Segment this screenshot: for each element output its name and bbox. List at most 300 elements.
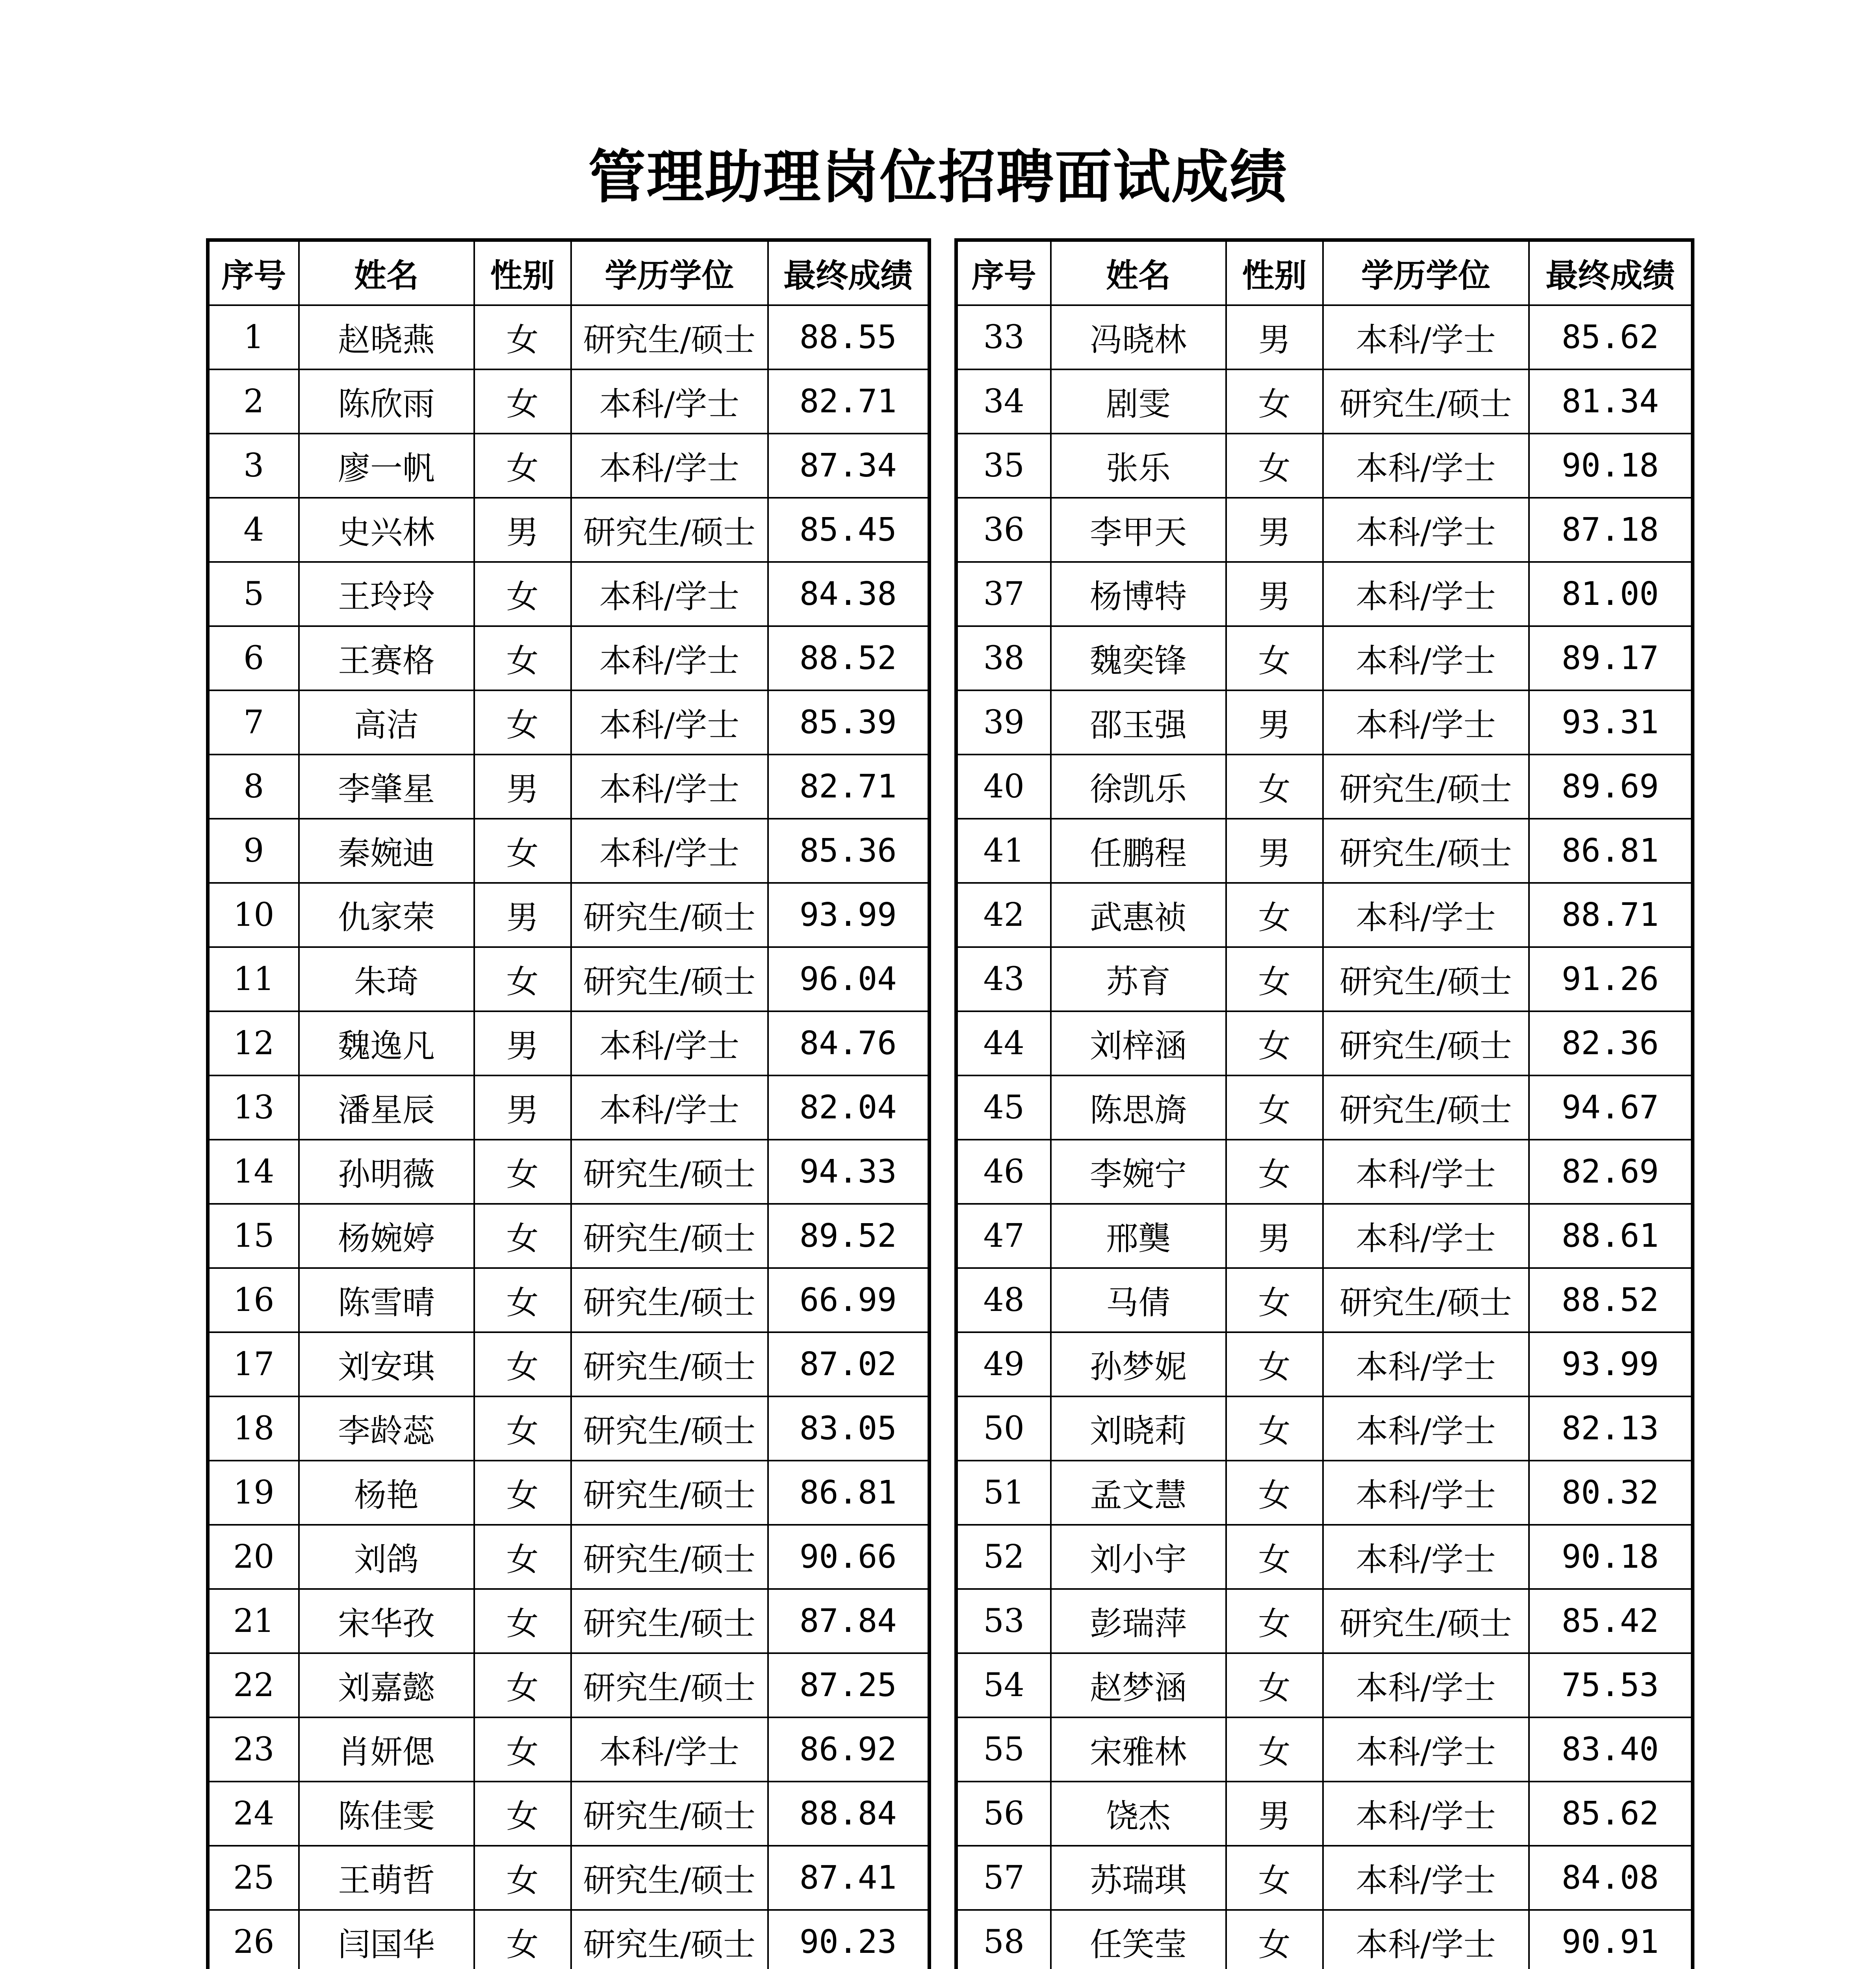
table-row: [208, 434, 930, 498]
name-cell: 高洁: [299, 690, 474, 755]
score-cell: 96.04: [768, 947, 930, 1011]
gender-cell: 女: [474, 690, 571, 755]
table-row: [208, 1653, 930, 1717]
seq-cell: 18: [208, 1396, 299, 1461]
seq-cell: 51: [956, 1461, 1051, 1525]
score-cell: 90.23: [768, 1910, 930, 1969]
score-cell: 85.39: [768, 690, 930, 755]
score-cell: 66.99: [768, 1268, 930, 1332]
edu-cell: 本科/学士: [571, 819, 768, 883]
name-cell: 任鹏程: [1051, 819, 1226, 883]
table-row: [208, 1846, 930, 1910]
table-row: [208, 819, 930, 883]
header-row: [208, 240, 930, 306]
seq-cell: 41: [956, 819, 1051, 883]
score-cell: 87.34: [768, 434, 930, 498]
header-education: 学历学位: [571, 240, 768, 306]
gender-cell: 女: [474, 1525, 571, 1589]
score-cell: 93.99: [768, 883, 930, 947]
seq-cell: 13: [208, 1075, 299, 1140]
gender-cell: 女: [1226, 434, 1323, 498]
seq-cell: 50: [956, 1396, 1051, 1461]
score-cell: 89.17: [1529, 626, 1693, 690]
gender-cell: 女: [1226, 1589, 1323, 1653]
edu-cell: 本科/学士: [1323, 1910, 1529, 1969]
name-cell: 刘小宇: [1051, 1525, 1226, 1589]
seq-cell: 44: [956, 1011, 1051, 1075]
score-cell: 82.71: [768, 369, 930, 434]
gender-cell: 男: [474, 1075, 571, 1140]
edu-cell: 本科/学士: [571, 690, 768, 755]
score-cell: 86.92: [768, 1717, 930, 1782]
gender-cell: 女: [474, 819, 571, 883]
edu-cell: 研究生/硕士: [571, 883, 768, 947]
seq-cell: 7: [208, 690, 299, 755]
seq-cell: 24: [208, 1782, 299, 1846]
table-row: [956, 369, 1693, 434]
name-cell: 廖一帆: [299, 434, 474, 498]
seq-cell: 23: [208, 1717, 299, 1782]
edu-cell: 本科/学士: [1323, 1525, 1529, 1589]
edu-cell: 研究生/硕士: [571, 1268, 768, 1332]
gender-cell: 女: [474, 1782, 571, 1846]
gender-cell: 男: [1226, 1204, 1323, 1268]
seq-cell: 34: [956, 369, 1051, 434]
header-final-score: 最终成绩: [1529, 240, 1693, 306]
score-cell: 84.76: [768, 1011, 930, 1075]
edu-cell: 本科/学士: [1323, 498, 1529, 562]
table-row: [956, 1140, 1693, 1204]
score-cell: 94.33: [768, 1140, 930, 1204]
name-cell: 陈佳雯: [299, 1782, 474, 1846]
table-row: [956, 626, 1693, 690]
header-seq: 序号: [208, 240, 299, 306]
name-cell: 闫国华: [299, 1910, 474, 1969]
edu-cell: 研究生/硕士: [571, 1846, 768, 1910]
name-cell: 宋雅林: [1051, 1717, 1226, 1782]
seq-cell: 3: [208, 434, 299, 498]
score-cell: 87.84: [768, 1589, 930, 1653]
name-cell: 陈思旖: [1051, 1075, 1226, 1140]
name-cell: 刘晓莉: [1051, 1396, 1226, 1461]
score-cell: 83.05: [768, 1396, 930, 1461]
score-cell: 85.62: [1529, 1782, 1693, 1846]
score-cell: 93.99: [1529, 1332, 1693, 1396]
table-row: [208, 562, 930, 626]
table-row: [208, 755, 930, 819]
name-cell: 李肇星: [299, 755, 474, 819]
table-row: [956, 498, 1693, 562]
name-cell: 杨艳: [299, 1461, 474, 1525]
score-cell: 80.32: [1529, 1461, 1693, 1525]
seq-cell: 35: [956, 434, 1051, 498]
gender-cell: 女: [474, 1846, 571, 1910]
gender-cell: 女: [474, 1653, 571, 1717]
edu-cell: 研究生/硕士: [571, 498, 768, 562]
table-row: [208, 947, 930, 1011]
table-row: [956, 562, 1693, 626]
name-cell: 苏瑞琪: [1051, 1846, 1226, 1910]
table-row: [956, 1910, 1693, 1969]
gender-cell: 女: [474, 1910, 571, 1969]
gender-cell: 男: [474, 1011, 571, 1075]
table-row: [208, 1204, 930, 1268]
table-row: [208, 883, 930, 947]
gender-cell: 女: [1226, 1011, 1323, 1075]
seq-cell: 4: [208, 498, 299, 562]
gender-cell: 女: [1226, 1653, 1323, 1717]
edu-cell: 本科/学士: [571, 755, 768, 819]
gender-cell: 男: [1226, 498, 1323, 562]
edu-cell: 研究生/硕士: [1323, 819, 1529, 883]
gender-cell: 女: [1226, 1717, 1323, 1782]
table-row: [956, 1204, 1693, 1268]
name-cell: 秦婉迪: [299, 819, 474, 883]
name-cell: 宋华孜: [299, 1589, 474, 1653]
edu-cell: 本科/学士: [571, 562, 768, 626]
name-cell: 魏逸凡: [299, 1011, 474, 1075]
name-cell: 剧雯: [1051, 369, 1226, 434]
name-cell: 杨婉婷: [299, 1204, 474, 1268]
table-row: [956, 819, 1693, 883]
name-cell: 刘安琪: [299, 1332, 474, 1396]
edu-cell: 本科/学士: [571, 369, 768, 434]
score-cell: 85.62: [1529, 305, 1693, 369]
score-cell: 88.71: [1529, 883, 1693, 947]
gender-cell: 男: [1226, 819, 1323, 883]
score-cell: 82.36: [1529, 1011, 1693, 1075]
gender-cell: 女: [1226, 883, 1323, 947]
table-row: [208, 1525, 930, 1589]
edu-cell: 本科/学士: [1323, 883, 1529, 947]
name-cell: 王萌哲: [299, 1846, 474, 1910]
table-row: [208, 1332, 930, 1396]
edu-cell: 本科/学士: [1323, 434, 1529, 498]
score-table-right: [954, 238, 1694, 1969]
name-cell: 徐凯乐: [1051, 755, 1226, 819]
table-row: [956, 690, 1693, 755]
score-cell: 90.18: [1529, 1525, 1693, 1589]
seq-cell: 9: [208, 819, 299, 883]
table-row: [956, 1011, 1693, 1075]
edu-cell: 本科/学士: [571, 1717, 768, 1782]
seq-cell: 33: [956, 305, 1051, 369]
edu-cell: 研究生/硕士: [1323, 1268, 1529, 1332]
score-cell: 88.52: [1529, 1268, 1693, 1332]
seq-cell: 49: [956, 1332, 1051, 1396]
seq-cell: 17: [208, 1332, 299, 1396]
score-tables: [206, 238, 1691, 1969]
name-cell: 王赛格: [299, 626, 474, 690]
score-cell: 85.36: [768, 819, 930, 883]
score-cell: 90.91: [1529, 1910, 1693, 1969]
seq-cell: 10: [208, 883, 299, 947]
edu-cell: 本科/学士: [1323, 1653, 1529, 1717]
table-row: [208, 1268, 930, 1332]
gender-cell: 女: [474, 1140, 571, 1204]
gender-cell: 女: [474, 626, 571, 690]
header-education: 学历学位: [1323, 240, 1529, 306]
score-cell: 88.52: [768, 626, 930, 690]
name-cell: 朱琦: [299, 947, 474, 1011]
edu-cell: 研究生/硕士: [571, 1525, 768, 1589]
score-cell: 90.66: [768, 1525, 930, 1589]
header-gender: 性别: [474, 240, 571, 306]
edu-cell: 本科/学士: [1323, 1846, 1529, 1910]
name-cell: 任笑莹: [1051, 1910, 1226, 1969]
table-body-left: [208, 305, 930, 1969]
score-cell: 82.71: [768, 755, 930, 819]
edu-cell: 研究生/硕士: [571, 947, 768, 1011]
score-cell: 90.18: [1529, 434, 1693, 498]
edu-cell: 本科/学士: [1323, 1396, 1529, 1461]
edu-cell: 研究生/硕士: [571, 1782, 768, 1846]
name-cell: 李甲天: [1051, 498, 1226, 562]
gender-cell: 女: [1226, 1910, 1323, 1969]
name-cell: 马倩: [1051, 1268, 1226, 1332]
gender-cell: 女: [474, 1717, 571, 1782]
table-row: [956, 1461, 1693, 1525]
seq-cell: 19: [208, 1461, 299, 1525]
gender-cell: 男: [1226, 690, 1323, 755]
name-cell: 孟文慧: [1051, 1461, 1226, 1525]
gender-cell: 女: [1226, 1396, 1323, 1461]
table-row: [956, 1846, 1693, 1910]
table-row: [208, 1396, 930, 1461]
name-cell: 魏奕锋: [1051, 626, 1226, 690]
gender-cell: 女: [1226, 1846, 1323, 1910]
score-cell: 75.53: [1529, 1653, 1693, 1717]
header-name: 姓名: [1051, 240, 1226, 306]
table-row: [956, 434, 1693, 498]
score-cell: 82.13: [1529, 1396, 1693, 1461]
score-cell: 87.02: [768, 1332, 930, 1396]
edu-cell: 本科/学士: [571, 1075, 768, 1140]
seq-cell: 53: [956, 1589, 1051, 1653]
seq-cell: 25: [208, 1846, 299, 1910]
name-cell: 彭瑞萍: [1051, 1589, 1226, 1653]
name-cell: 刘鸽: [299, 1525, 474, 1589]
score-cell: 84.08: [1529, 1846, 1693, 1910]
edu-cell: 研究生/硕士: [1323, 1589, 1529, 1653]
score-cell: 82.69: [1529, 1140, 1693, 1204]
table-row: [956, 883, 1693, 947]
table-row: [208, 1140, 930, 1204]
table-row: [956, 755, 1693, 819]
table-row: [956, 305, 1693, 369]
seq-cell: 37: [956, 562, 1051, 626]
gender-cell: 男: [1226, 562, 1323, 626]
seq-cell: 54: [956, 1653, 1051, 1717]
score-cell: 91.26: [1529, 947, 1693, 1011]
gender-cell: 男: [474, 883, 571, 947]
seq-cell: 47: [956, 1204, 1051, 1268]
edu-cell: 本科/学士: [571, 434, 768, 498]
table-row: [208, 1589, 930, 1653]
name-cell: 陈欣雨: [299, 369, 474, 434]
edu-cell: 本科/学士: [1323, 1717, 1529, 1782]
score-cell: 82.04: [768, 1075, 930, 1140]
score-cell: 94.67: [1529, 1075, 1693, 1140]
gender-cell: 女: [1226, 369, 1323, 434]
table-body-right: [956, 305, 1693, 1969]
edu-cell: 研究生/硕士: [571, 1461, 768, 1525]
name-cell: 孙梦妮: [1051, 1332, 1226, 1396]
gender-cell: 女: [1226, 947, 1323, 1011]
edu-cell: 研究生/硕士: [1323, 369, 1529, 434]
edu-cell: 本科/学士: [1323, 1782, 1529, 1846]
gender-cell: 女: [1226, 1268, 1323, 1332]
edu-cell: 本科/学士: [1323, 1332, 1529, 1396]
edu-cell: 本科/学士: [1323, 562, 1529, 626]
score-table-left: [206, 238, 931, 1969]
gender-cell: 女: [1226, 1461, 1323, 1525]
table-row: [208, 1011, 930, 1075]
score-cell: 87.18: [1529, 498, 1693, 562]
edu-cell: 研究生/硕士: [1323, 755, 1529, 819]
name-cell: 赵晓燕: [299, 305, 474, 369]
gender-cell: 女: [474, 947, 571, 1011]
table-row: [956, 1268, 1693, 1332]
edu-cell: 本科/学士: [571, 626, 768, 690]
edu-cell: 本科/学士: [1323, 626, 1529, 690]
name-cell: 史兴林: [299, 498, 474, 562]
seq-cell: 55: [956, 1717, 1051, 1782]
seq-cell: 15: [208, 1204, 299, 1268]
edu-cell: 研究生/硕士: [571, 1910, 768, 1969]
score-cell: 88.61: [1529, 1204, 1693, 1268]
score-cell: 85.42: [1529, 1589, 1693, 1653]
seq-cell: 5: [208, 562, 299, 626]
table-row: [956, 1332, 1693, 1396]
page-title: 管理助理岗位招聘面试成绩: [588, 143, 1288, 211]
header-final-score: 最终成绩: [768, 240, 930, 306]
table-row: [208, 1075, 930, 1140]
edu-cell: 研究生/硕士: [1323, 947, 1529, 1011]
name-cell: 赵梦涵: [1051, 1653, 1226, 1717]
name-cell: 杨博特: [1051, 562, 1226, 626]
name-cell: 李婉宁: [1051, 1140, 1226, 1204]
table-row: [956, 1717, 1693, 1782]
seq-cell: 26: [208, 1910, 299, 1969]
seq-cell: 48: [956, 1268, 1051, 1332]
score-cell: 86.81: [1529, 819, 1693, 883]
table-row: [956, 1653, 1693, 1717]
gender-cell: 女: [474, 1589, 571, 1653]
edu-cell: 本科/学士: [1323, 1140, 1529, 1204]
name-cell: 冯晓林: [1051, 305, 1226, 369]
gender-cell: 男: [474, 498, 571, 562]
gender-cell: 男: [1226, 1782, 1323, 1846]
seq-cell: 57: [956, 1846, 1051, 1910]
table-row: [208, 690, 930, 755]
gender-cell: 女: [474, 1461, 571, 1525]
gender-cell: 女: [474, 1332, 571, 1396]
seq-cell: 39: [956, 690, 1051, 755]
header-name: 姓名: [299, 240, 474, 306]
name-cell: 王玲玲: [299, 562, 474, 626]
header-row: [956, 240, 1693, 306]
seq-cell: 45: [956, 1075, 1051, 1140]
edu-cell: 本科/学士: [1323, 690, 1529, 755]
gender-cell: 男: [474, 755, 571, 819]
table-row: [956, 1589, 1693, 1653]
gender-cell: 女: [1226, 1140, 1323, 1204]
table-row: [956, 1525, 1693, 1589]
table-row: [208, 1910, 930, 1969]
score-cell: 87.25: [768, 1653, 930, 1717]
edu-cell: 本科/学士: [571, 1011, 768, 1075]
seq-cell: 56: [956, 1782, 1051, 1846]
edu-cell: 研究生/硕士: [571, 305, 768, 369]
name-cell: 饶杰: [1051, 1782, 1226, 1846]
gender-cell: 女: [1226, 1332, 1323, 1396]
gender-cell: 女: [474, 434, 571, 498]
score-cell: 85.45: [768, 498, 930, 562]
name-cell: 陈雪晴: [299, 1268, 474, 1332]
name-cell: 邵玉强: [1051, 690, 1226, 755]
score-cell: 88.84: [768, 1782, 930, 1846]
seq-cell: 38: [956, 626, 1051, 690]
seq-cell: 16: [208, 1268, 299, 1332]
table-row: [956, 1396, 1693, 1461]
score-cell: 81.34: [1529, 369, 1693, 434]
gender-cell: 女: [474, 305, 571, 369]
header-gender: 性别: [1226, 240, 1323, 306]
seq-cell: 12: [208, 1011, 299, 1075]
score-cell: 81.00: [1529, 562, 1693, 626]
seq-cell: 2: [208, 369, 299, 434]
gender-cell: 女: [474, 369, 571, 434]
score-cell: 93.31: [1529, 690, 1693, 755]
seq-cell: 21: [208, 1589, 299, 1653]
name-cell: 肖妍偲: [299, 1717, 474, 1782]
name-cell: 刘梓涵: [1051, 1011, 1226, 1075]
edu-cell: 本科/学士: [1323, 1461, 1529, 1525]
table-row: [208, 1461, 930, 1525]
gender-cell: 女: [1226, 755, 1323, 819]
edu-cell: 研究生/硕士: [571, 1396, 768, 1461]
table-row: [956, 1782, 1693, 1846]
seq-cell: 43: [956, 947, 1051, 1011]
gender-cell: 女: [474, 562, 571, 626]
seq-cell: 40: [956, 755, 1051, 819]
score-cell: 84.38: [768, 562, 930, 626]
edu-cell: 研究生/硕士: [571, 1653, 768, 1717]
name-cell: 李龄蕊: [299, 1396, 474, 1461]
edu-cell: 本科/学士: [1323, 1204, 1529, 1268]
table-row: [956, 947, 1693, 1011]
score-cell: 87.41: [768, 1846, 930, 1910]
gender-cell: 女: [474, 1204, 571, 1268]
name-cell: 张乐: [1051, 434, 1226, 498]
seq-cell: 20: [208, 1525, 299, 1589]
name-cell: 武惠祯: [1051, 883, 1226, 947]
name-cell: 潘星辰: [299, 1075, 474, 1140]
score-cell: 83.40: [1529, 1717, 1693, 1782]
gender-cell: 女: [474, 1268, 571, 1332]
edu-cell: 研究生/硕士: [1323, 1075, 1529, 1140]
edu-cell: 本科/学士: [1323, 305, 1529, 369]
gender-cell: 男: [1226, 305, 1323, 369]
name-cell: 仇家荣: [299, 883, 474, 947]
edu-cell: 研究生/硕士: [571, 1140, 768, 1204]
table-row: [208, 1782, 930, 1846]
name-cell: 苏育: [1051, 947, 1226, 1011]
score-cell: 89.69: [1529, 755, 1693, 819]
score-cell: 86.81: [768, 1461, 930, 1525]
header-seq: 序号: [956, 240, 1051, 306]
